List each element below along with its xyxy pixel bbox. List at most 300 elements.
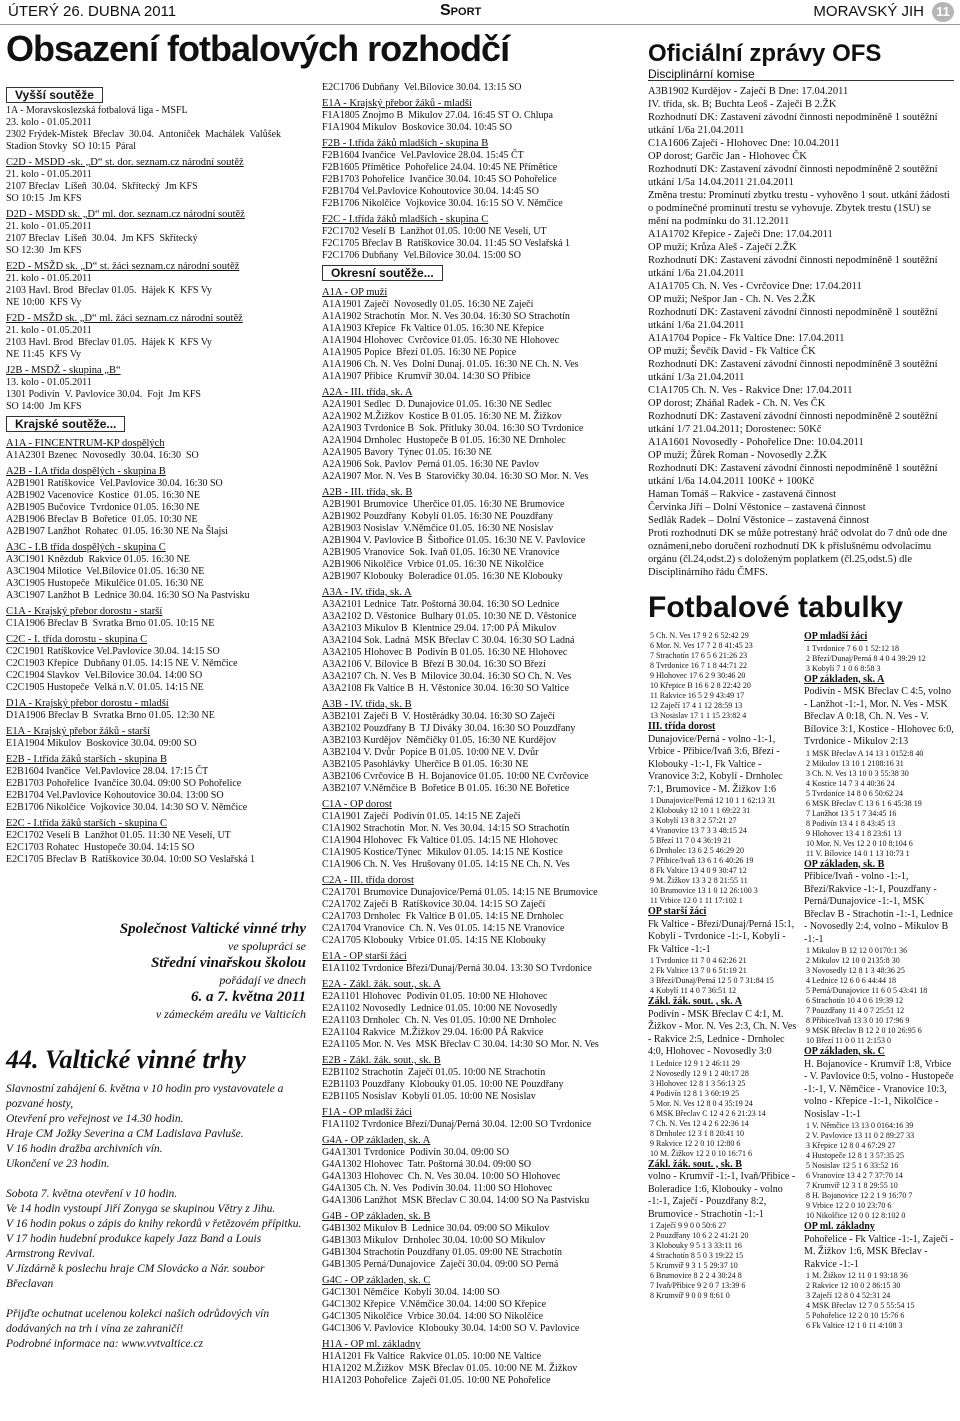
table-row xyxy=(648,1059,798,1069)
fixture-row: C2A1703 Drnholec Fk Valtice B 01.05. 14:15 NE Drnholec xyxy=(322,911,564,922)
fixture-row: E1A1102 Tvrdonice Březí/Dunaj/Perná 30.04. 13:30 SO Tvrdonice xyxy=(322,963,592,974)
league-table xyxy=(804,1121,954,1221)
table-cell: 7 Přibice/Ivaň 13 6 1 6 40:26 19 xyxy=(650,856,754,865)
disciplinary-paragraph: Rozhodnutí DK: Zastavení závodní činnosti nepodmíněně 3 soutěžní utkání 1/3a 21.04.2011 xyxy=(648,359,938,383)
group-title: OP ml. základny xyxy=(804,1221,875,1232)
ad-line: pořádají ve dnech xyxy=(219,973,306,987)
table-row xyxy=(804,809,954,819)
table-cell: 7 Lanžhot 13 5 1 7 34:45 16 xyxy=(806,808,897,818)
table-cell: 12 Zaječí 17 4 1 12 28:59 13 xyxy=(650,701,743,710)
disciplinary-paragraph: OP dorost; Zháňal Radek - Ch. N. Ves ČK xyxy=(648,398,826,409)
table-row xyxy=(804,1036,954,1046)
fixture-row: C1A1904 Hlohovec Fk Valtice 01.05. 14:15 NE Hlohovec xyxy=(322,835,558,846)
table-cell: 6 Brumovice 8 2 2 4 30:24 8 xyxy=(650,1271,742,1280)
fixture-row: F2B1703 Pohořelice Ivančice 30.04. 10:45 SO Pohořelice xyxy=(322,174,557,185)
fixture-row: A3C1904 Milotice Vel.Bílovice 01.05. 16:30 NE xyxy=(6,566,205,577)
table-cell: 3 Kobylí 7 1 0 6 8:58 3 xyxy=(806,663,881,673)
table-cell: 10 M. Žižkov 12 2 0 10 16:71 6 xyxy=(650,1148,752,1158)
table-row xyxy=(804,779,954,789)
table-row xyxy=(648,1069,798,1079)
fixture-row: F2B1604 Ivančice Vel.Pavlovice 28.04. 15:45 ČT xyxy=(322,150,524,161)
disciplinary-paragraph: A1A1601 Novosedly - Pohořelice Dne: 10.04.2011 xyxy=(648,437,864,448)
table-row xyxy=(804,1121,954,1131)
fixture-row: A3A2107 Ch. N. Ves B Milovice 30.04. 16:30 SO Ch. N. Ves xyxy=(322,671,572,682)
fixture-row: E2A1103 Drnholec Ch. N. Ves 01.05. 10:00 NE Drnholec xyxy=(322,1015,557,1026)
disciplinary-paragraph: C1A1705 Ch. N. Ves - Rakvice Dne: 17.04.2011 xyxy=(648,385,853,396)
table-row xyxy=(804,749,954,759)
competition-title: A2B - III. třída, sk. B xyxy=(322,487,413,498)
competition-title: A2B - I.A třída dospělých - skupina B xyxy=(6,466,166,477)
fixture-row: 2107 Břeclav Líšeň 30.04. Skřítecký Jm KFS xyxy=(6,181,198,192)
table-cell: 5 Nosislav 12 5 1 6 33:52 16 xyxy=(806,1161,899,1170)
ad-line: 6. a 7. května 2011 xyxy=(191,989,306,1005)
fixture-row: F2C1706 Dubňany Vel.Bílovice 30.04. 15:00 SO xyxy=(322,250,521,261)
competition-title: F2B - I.třída žáků mladších - skupina B xyxy=(322,138,489,149)
group-results: Dunajovice/Perná - volno -1:-1, Vrbice - Přibice/Ivaň 3:6, Březí - Klobouky -1:-1, Fk Valtice - Vranovice 3:2, Kobylí - Drnholec 7:1, Brumovice - M. Žižkov 1:6 xyxy=(648,733,783,795)
table-cell: 4 Strachotín 8 5 0 3 19:22 15 xyxy=(650,1251,744,1260)
table-cell: 10 Březí 11 0 0 11 2:153 0 xyxy=(806,1036,891,1045)
table-cell: 8 Fk Valtice 13 4 0 9 30:47 12 xyxy=(650,866,747,875)
fixture-row: F1A1805 Znojmo B Mikulov 27.04. 16:45 ST O. Chlupa xyxy=(322,110,553,121)
fixture-row: A1A1907 Přibice Krumvíř 30.04. 14:30 SO Přibice xyxy=(322,371,531,382)
fixture-row: F2B1706 Nikolčice Vojkovice 30.04. 16:15 SO V. Němčice xyxy=(322,198,563,209)
fixture-row: A3B2101 Zaječí B V. Hostěrádky 30.04. 16:30 SO Zaječí xyxy=(322,711,555,722)
table-cell: 9 MSK Břeclav B 12 2 0 10 26:95 6 xyxy=(806,1026,922,1035)
disciplinary-paragraph: OP dorost; Garčic Jan - Hlohovec ČK xyxy=(648,151,807,162)
table-cell: 1 V. Němčice 13 13 0 0164:16 39 xyxy=(806,1121,914,1130)
column-3 xyxy=(648,40,954,1418)
section-name: Sport xyxy=(440,2,482,19)
fixture-row: A3B2107 V.Němčice B Bořetice B 01.05. 16:30 NE Bořetice xyxy=(322,783,570,794)
disciplinary-paragraph: A3B1902 Kurdějov - Zaječí B Dne: 17.04.2011 xyxy=(648,86,849,97)
table-row xyxy=(648,711,798,721)
table-row xyxy=(804,799,954,809)
competition-title: A1A - FINCENTRUM-KP dospělých xyxy=(6,438,165,449)
table-row xyxy=(648,966,798,976)
fixture-row: A1A2301 Bzenec Novosedly 30.04. 16:30 SO xyxy=(6,450,199,461)
fixture-row: Stadion Stovky SO 10:15 Páral xyxy=(6,141,137,152)
group-title: OP základen, sk. C xyxy=(804,1046,885,1057)
competition-title: A1A - OP muži xyxy=(322,287,388,298)
fixture-row: G4B1303 Mikulov Drnholec 30.04. 10:00 SO Mikulov xyxy=(322,1235,546,1246)
table-row xyxy=(648,876,798,886)
fixture-row: G4B1302 Mikulov B Lednice 30.04. 09:00 SO Mikulov xyxy=(322,1223,550,1234)
table-cell: 2 Klobouky 12 10 1 1 69:22 31 xyxy=(650,806,751,815)
table-row xyxy=(804,829,954,839)
fixture-row: C2C1901 Ratíškovice Vel.Pavlovice 30.04. 14:15 SO xyxy=(6,646,220,657)
fixture-row: 1A - Moravskoslezská fotbalová liga - MSFL xyxy=(6,105,188,116)
table-cell: 1 Dunajovice/Perná 12 10 1 1 62:13 31 xyxy=(650,796,776,805)
ad-line: ve spolupráci se xyxy=(228,939,306,953)
competition-title: D2D - MSDD sk. „D“ ml. dor. seznam.cz národní soutěž xyxy=(6,209,245,220)
fixture-row: C2A1702 Zaječí B Ratíškovice 30.04. 14:15 SO Zaječí xyxy=(322,899,546,910)
table-row xyxy=(648,1089,798,1099)
table-cell: 5 Perná/Dunajovice 11 6 0 5 43:41 18 xyxy=(806,986,928,995)
table-row xyxy=(804,1181,954,1191)
table-cell: 8 H. Bojanovice 12 2 1 9 16:70 7 xyxy=(806,1191,913,1200)
fixture-row: C2C1904 Slavkov Vel.Bílovice 30.04. 14:00 SO xyxy=(6,670,203,681)
group-results: Podivín - MSK Břeclav C 4:1, M. Žižkov - Mor. N. Ves 2:3, Ch. N. Ves - Rakvice 2:5, Lednice - Drnholec 4:0, Hlohovec - Novosedly 3:0 xyxy=(648,1008,797,1057)
fixture-row: E2C1703 Rohatec Hustopeče 30.04. 14:15 SO xyxy=(6,842,195,853)
ad-text: Sobota 7. května otevření v 10 hodin. xyxy=(6,1188,178,1200)
fixture-row: F1A1102 Tvrdonice Březí/Dunaj/Perná 30.04. 12:00 SO Tvrdonice xyxy=(322,1119,592,1130)
tables-wrap xyxy=(648,631,954,1331)
table-row xyxy=(648,1221,798,1231)
table-cell: 6 Strachotín 10 4 0 6 19:39 12 xyxy=(806,996,904,1005)
table-row xyxy=(804,1171,954,1181)
issue-date: ÚTERÝ 26. DUBNA 2011 xyxy=(8,3,177,20)
table-row xyxy=(648,886,798,896)
fixture-row: H1A1202 M.Žižkov MSK Břeclav 01.05. 10:00 NE M. Žižkov xyxy=(322,1363,578,1374)
disciplinary-paragraph: OP muži; Nešpor Jan - Ch. N. Ves 2.ŽK xyxy=(648,294,816,305)
table-cell: 8 Podivín 13 4 1 8 43:45 13 xyxy=(806,818,896,828)
table-cell: 1 Zaječí 9 9 0 0 50:6 27 xyxy=(650,1221,727,1230)
disciplinary-paragraph: Rozhodnutí DK: Zastavení závodní činnosti nepodmíněně 1 soutěžní utkání 1/6a 14.04.2011 100Kč + 100Kč xyxy=(648,463,938,487)
table-cell: 5 Tvrdonice 14 8 0 6 50:62 24 xyxy=(806,788,903,798)
table-row xyxy=(648,806,798,816)
table-cell: 7 Pouzdřany 11 4 0 7 25:51 12 xyxy=(806,1006,905,1015)
fixture-row: NE 10:00 KFS Vy xyxy=(6,297,82,308)
fixture-row: G4B1305 Perná/Dunajovice Zaječí 30.04. 09:00 SO Perná xyxy=(322,1259,559,1270)
ad-text: Ve 14 hodin vystoupí Jiří Zonyga se skupinou Větry z Jihu. xyxy=(6,1203,276,1215)
ad-line: v zámeckém areálu ve Valticích xyxy=(155,1007,306,1021)
competition-title: E2D - MSŽD sk. „D“ st. žáci seznam.cz národní soutěž xyxy=(6,261,240,272)
disciplinary-paragraph: IV. třída, sk. B; Buchta Leoš - Zaječí B 2.ŽK xyxy=(648,99,837,110)
fixture-row: C2A1704 Vranovice Ch. N. Ves 01.05. 14:15 NE Vranovice xyxy=(322,923,565,934)
table-row xyxy=(804,654,954,664)
table-row xyxy=(804,759,954,769)
table-row xyxy=(648,631,798,641)
table-row xyxy=(648,1129,798,1139)
ad-headline: 44. Valtické vinné trhy xyxy=(6,1045,246,1074)
ad-text: V 17 hodin hudební produkce kapely Jazz Band a Louis Armstrong Revival. xyxy=(6,1233,262,1260)
table-row xyxy=(804,986,954,996)
fixture-row: A2B1905 Vranovice Sok. Ivaň 01.05. 16:30 NE Vranovice xyxy=(322,547,560,558)
fixture-row: 2103 Havl. Brod Břeclav 01.05. Hájek K KFS Vy xyxy=(6,285,212,296)
group-results: Přibice/Ivaň - volno -1:-1, Březí/Rakvice -1:-1, Pouzdřany - Perná/Dunajovice -1:-1, MSK Břeclav B - Strachotín -1:-1, Lednice - Novosedly 2:4, volno - Mikulov B -1:-1 xyxy=(804,871,953,945)
table-row xyxy=(648,1149,798,1159)
column-1 xyxy=(6,84,306,914)
table-cell: 11 Vrbice 12 0 1 11 17:102 1 xyxy=(650,896,743,905)
table-row xyxy=(804,644,954,654)
table-row xyxy=(648,1261,798,1271)
disciplinary-paragraph: OP muži; Žůrek Roman - Novosedly 2.ŽK xyxy=(648,450,827,461)
table-row xyxy=(804,966,954,976)
fixture-row: A3A2108 Fk Valtice B H. Věstonice 30.04. 16:30 SO Valtice xyxy=(322,683,569,694)
table-cell: 6 Fk Valtice 12 1 0 11 4:108 3 xyxy=(806,1321,903,1330)
fixture-row: G4A1303 Hlohovec Ch. N. Ves 30.04. 10:00 SO Hlohovec xyxy=(322,1171,561,1182)
fixture-row: A2B1904 V. Pavlovice B Šitbořice 01.05. 16:30 NE V. Pavlovice xyxy=(322,535,586,546)
competition-title: F2D - MSŽD sk. „D“ ml. žáci seznam.cz národní soutěž xyxy=(6,313,243,324)
fixture-row: E2C1702 Veselí B Lanžhot 01.05. 11:30 NE Veselí, UT xyxy=(6,830,231,841)
ad-text xyxy=(6,1292,306,1307)
table-cell: 7 Strachotín 17 6 5 6 21:26 23 xyxy=(650,651,748,660)
table-row xyxy=(648,816,798,826)
fixture-row: G4B1304 Strachotín Pouzdřany 01.05. 09:00 NE Strachotín xyxy=(322,1247,562,1258)
fixture-row: A3C1901 Knězdub Rakvice 01.05. 16:30 NE xyxy=(6,554,190,565)
fixture-row: A3A2104 Sok. Ladná MSK Břeclav C 30.04. 16:30 SO Ladná xyxy=(322,635,575,646)
table-row xyxy=(804,1301,954,1311)
fixture-row: A1A1901 Zaječí Novosedly 01.05. 16:30 NE Zaječí xyxy=(322,299,534,310)
table-row xyxy=(804,1211,954,1221)
fixture-row: A2B1902 Pouzdřany Kobylí 01.05. 16:30 NE Pouzdřany xyxy=(322,511,553,522)
table-cell: 1 Mikulov B 12 12 0 0170:1 36 xyxy=(806,946,908,955)
table-cell: 11 V. Bílovice 14 0 1 13 10:73 1 xyxy=(806,848,910,858)
table-cell: 7 Krumvíř 12 3 1 8 29:55 10 xyxy=(806,1181,898,1190)
competition-title: F1A - OP mladší žáci xyxy=(322,1107,413,1118)
fixture-row: C1A1902 Strachotín Mor. N. Ves 30.04. 14:15 SO Strachotín xyxy=(322,823,570,834)
fixture-row: A2B1901 Ratíškovice Vel.Pavlovice 30.04. 16:30 SO xyxy=(6,478,223,489)
competition-title: E2A - Zákl. žák. sout., sk. A xyxy=(322,979,441,990)
disciplinary-paragraph: Rozhodnutí DK: Zastavení závodní činnosti nepodmíněně 1 soutěžní utkání 1/6a 21.04.2011 xyxy=(648,255,938,279)
disciplinary-paragraph: Červinka Jiří – Dolní Věstonice – zastavená činnost xyxy=(648,502,866,513)
fixture-row: A3B2106 Cvrčovice B H. Bojanovice 01.05. 10:00 NE Cvrčovice xyxy=(322,771,589,782)
table-row xyxy=(648,986,798,996)
group-title: OP starší žáci xyxy=(648,906,707,917)
ad-text xyxy=(6,1172,306,1187)
table-row xyxy=(648,836,798,846)
fixture-row: A3C1907 Lanžhot B Lednice 30.04. 16:30 SO Na Pastvisku xyxy=(6,590,250,601)
fixture-row: E2A1101 Hlohovec Podivín 01.05. 10:00 NE Hlohovec xyxy=(322,991,548,1002)
fixture-row: A1A1903 Křepice Fk Valtice 01.05. 16:30 NE Křepice xyxy=(322,323,544,334)
table-row xyxy=(804,956,954,966)
table-row xyxy=(648,826,798,836)
competition-title: E2B - Zákl. žák. sout., sk. B xyxy=(322,1055,441,1066)
fixture-row: G4A1301 Tvrdonice Podivín 30.04. 09:00 SO xyxy=(322,1147,510,1158)
table-cell: 4 Podivín 12 8 1 3 60:19 25 xyxy=(650,1088,740,1098)
fixture-row: A2B1903 Nosislav V.Němčice 01.05. 16:30 NE Nosislav xyxy=(322,523,554,534)
disciplinary-paragraph: A1A1705 Ch. N. Ves - Cvrčovice Dne: 17.04.2011 xyxy=(648,281,862,292)
table-cell: 4 Kostice 14 7 3 4 40:36 24 xyxy=(806,778,895,788)
fixture-row: SO 10:15 Jm KFS xyxy=(6,193,82,204)
ad-text: Otevření pro veřejnost ve 14.30 hodin. xyxy=(6,1113,184,1125)
table-row xyxy=(804,1291,954,1301)
table-row xyxy=(648,1109,798,1119)
table-row xyxy=(804,1141,954,1151)
fixture-row: A2A1902 M.Žižkov Kostice B 01.05. 16:30 NE M. Žižkov xyxy=(322,411,562,422)
ad-line: Společnost Valtické vinné trhy xyxy=(119,921,306,937)
competition-title: G4C - OP základen, sk. C xyxy=(322,1275,431,1286)
table-row xyxy=(804,664,954,674)
competition-title: E2C - I.třída žáků starších - skupina C xyxy=(6,818,167,829)
competition-title: G4B - OP základen, sk. B xyxy=(322,1211,431,1222)
table-row xyxy=(648,956,798,966)
fixture-row: G4C1305 Nikolčice Vrbice 30.04. 14:00 SO Nikolčice xyxy=(322,1311,544,1322)
fixture-row: 2302 Frýdek-Místek Břeclav 30.04. Antoníček Machálek Valůšek xyxy=(6,129,282,140)
table-cell: 9 Hlohovec 13 4 1 8 23:61 13 xyxy=(806,828,902,838)
disciplinary-paragraph: Haman Tomáš – Rakvice - zastavená činnost xyxy=(648,489,837,500)
disciplinary-paragraph: Sedlák Radek – Dolní Věstonice – zastavená činnost xyxy=(648,515,870,526)
league-table xyxy=(804,644,954,674)
fixture-row: E2A1105 Mor. N. Ves MSK Břeclav C 30.04. 14:30 SO Mor. N. Ves xyxy=(322,1039,599,1050)
fixture-row: A2B1906 Břeclav B Bořetice 01.05. 10:30 NE xyxy=(6,514,198,525)
group-title: OP mladší žáci xyxy=(804,631,868,642)
table-cell: 8 Tvrdonice 16 7 1 8 44:71 22 xyxy=(650,661,747,670)
table-cell: 1 M. Žižkov 12 11 0 1 93:18 36 xyxy=(806,1271,908,1280)
table-row xyxy=(648,1271,798,1281)
table-cell: 3 Kobylí 13 8 3 2 57:21 27 xyxy=(650,816,737,825)
fixture-row: C2A1701 Brumovice Dunajovice/Perná 01.05. 14:15 NE Brumovice xyxy=(322,887,598,898)
table-cell: 2 Novosedly 12 9 1 2 40:17 28 xyxy=(650,1068,749,1078)
table-row xyxy=(804,1006,954,1016)
fixture-row: C2C1903 Křepice Dubňany 01.05. 14:15 NE V. Němčice xyxy=(6,658,238,669)
league-table xyxy=(648,1059,798,1159)
table-cell: 1 Tvrdonice 11 7 0 4 62:26 21 xyxy=(650,956,747,965)
fixture-row: C1A1905 Kostice/Týnec Mikulov 01.05. 14:15 NE Kostice xyxy=(322,847,563,858)
fixture-row: A1A1906 Ch. N. Ves Dolní Dunaj. 01.05. 16:30 NE Ch. N. Ves xyxy=(322,359,579,370)
fixture-row: A3B2104 V. Dvůr Popice B 01.05. 10:00 NE V. Dvůr xyxy=(322,747,539,758)
table-row xyxy=(804,1191,954,1201)
column-2 xyxy=(322,82,640,1418)
competition-title: G4A - OP základen, sk. A xyxy=(322,1135,431,1146)
fixture-row: A2A1905 Bavory Týnec 01.05. 16:30 NE xyxy=(322,447,492,458)
competition-title: H1A - OP ml. základny xyxy=(322,1339,421,1350)
fixture-row: SO 14:00 Jm KFS xyxy=(6,401,82,412)
league-table xyxy=(648,631,798,721)
table-row xyxy=(648,1139,798,1149)
table-cell: 5 Pohořelice 12 2 0 10 15:76 6 xyxy=(806,1311,905,1320)
table-cell: 7 Ivaň/Přibice 9 2 0 7 13:39 6 xyxy=(650,1281,746,1290)
fixture-row: C1A1901 Zaječí Podivín 01.05. 14:15 NE Zaječí xyxy=(322,811,521,822)
table-row xyxy=(648,1251,798,1261)
wine-market-ad xyxy=(6,920,306,1352)
group-results: H. Bojanovice - Krumvíř 1:8, Vrbice - V. Pavlovice 0:5, volno - Hustopeče -1:-1, V. Němčice - Vranovice 10:3, volno - Křepice -1:-1, Nikolčice - Nosislav -1:-1 xyxy=(804,1058,954,1120)
fixture-row: A2B1901 Brumovice Uherčice 01.05. 16:30 NE Brumovice xyxy=(322,499,565,510)
fixture-row: G4C1302 Křepice V.Němčice 30.04. 14:00 SO Křepice xyxy=(322,1299,547,1310)
fixture-row: A3B2105 Pasohlávky Uherčice B 01.05. 16:30 NE xyxy=(322,759,529,770)
fixture-row: 13. kolo - 01.05.2011 xyxy=(6,377,92,388)
section-header: Okresní soutěže... xyxy=(322,265,443,281)
ad-text: Podrobné informace na: www.vvtvaltice.cz xyxy=(6,1338,204,1350)
league-table xyxy=(648,796,798,906)
table-cell: 1 MSK Břeclav A 14 13 1 0152:8 40 xyxy=(806,748,924,758)
competition-title: E1A - Krajský přebor žáků - starší xyxy=(6,726,151,737)
table-cell: 8 Krumvíř 9 0 0 9 8:61 0 xyxy=(650,1291,730,1300)
tables-title: Fotbalové tabulky xyxy=(648,591,904,624)
table-row xyxy=(804,819,954,829)
table-row xyxy=(804,1161,954,1171)
disciplinary-paragraph: A1A1702 Křepice - Zaječí Dne: 17.04.2011 xyxy=(648,229,833,240)
table-cell: 3 Klobouky 9 5 1 3 33:11 16 xyxy=(650,1241,742,1250)
table-cell: 6 MSK Břeclav C 13 6 1 6 45:38 19 xyxy=(806,798,922,808)
ad-text: V 16 hodin dražba archivních vín. xyxy=(6,1143,163,1155)
disciplinary-notes xyxy=(648,85,954,579)
article-title: Obsazení fotbalových rozhodčí xyxy=(6,28,510,69)
table-row xyxy=(804,839,954,849)
disciplinary-paragraph: Proti rozhodnutí DK se může potrestaný hráč odvolat do 7 dnů ode dne oznámení,nebo doručení rozhodnutí DK k příslušnému odvolacímu orgánu (čl.24,odst.2) s doloženým poplatkem (čl.25,odst.5) dle Disciplinárního řádu ČMFS. xyxy=(648,528,948,578)
fixture-row: A3B2103 Kurdějov Němčičky 01.05. 16:30 NE Kurdějov xyxy=(322,735,557,746)
table-cell: 6 Mor. N. Ves 17 7 2 8 41:45 23 xyxy=(650,641,753,650)
table-row xyxy=(648,896,798,906)
table-cell: 6 Vranovice 13 4 2 7 37:70 14 xyxy=(806,1171,903,1180)
table-row xyxy=(648,661,798,671)
fixture-row: H1A1203 Pohořelice Zaječí 01.05. 10:00 NE Pohořelice xyxy=(322,1375,551,1386)
table-row xyxy=(804,1151,954,1161)
table-cell: 2 Březí/Dunaj/Perná 8 4 0 4 39:29 12 xyxy=(806,653,926,663)
fixture-row: E2A1102 Novosedly Lednice 01.05. 10:00 NE Novosedly xyxy=(322,1003,558,1014)
table-cell: 5 Ch. N. Ves 17 9 2 6 52:42 29 xyxy=(650,631,749,640)
disciplinary-paragraph: OP muži; Ševčík David - Fk Valtice ČK xyxy=(648,346,816,357)
table-row xyxy=(648,651,798,661)
table-cell: 3 Zaječí 12 8 0 4 52:31 24 xyxy=(806,1291,891,1300)
fixture-row: F1A1904 Mikulov Boskovice 30.04. 10:45 SO xyxy=(322,122,513,133)
competition-title: E1A - Krajský přebor žáků - mladší xyxy=(322,98,472,109)
tables-left xyxy=(648,631,798,1331)
competition-title: E2B - I.třída žáků starších - skupina B xyxy=(6,754,167,765)
table-row xyxy=(648,866,798,876)
fixture-row: E2C1706 Dubňany Vel.Bílovice 30.04. 13:15 SO xyxy=(322,82,522,93)
competition-title: C2A - III. třída dorost xyxy=(322,875,414,886)
competition-title: J2B - MSDŽ - skupina „B“ xyxy=(6,365,121,376)
table-cell: 2 Rakvice 12 10 0 2 86:15 30 xyxy=(806,1281,901,1290)
table-cell: 4 Hustopeče 12 8 1 3 57:35 25 xyxy=(806,1151,904,1160)
ad-text: V 16 hodin pokus o zápis do knihy rekordů v řetězovém přípitku. xyxy=(6,1218,302,1230)
table-cell: 10 Brumovice 13 1 0 12 26:100 3 xyxy=(650,886,758,895)
table-row xyxy=(648,1099,798,1109)
fixture-row: D1A1906 Břeclav B Svratka Brno 01.05. 12:30 NE xyxy=(6,710,215,721)
table-row xyxy=(804,1321,954,1331)
competition-title: C2D - MSDD -sk. „D“ st. dor. seznam.cz národní soutěž xyxy=(6,157,244,168)
fixture-row: H1A1201 Fk Valtice Rakvice 01.05. 10:00 NE Valtice xyxy=(322,1351,542,1362)
table-row xyxy=(648,856,798,866)
fixture-row: E1A1904 Mikulov Boskovice 30.04. 09:00 SO xyxy=(6,738,197,749)
fixture-row: 23. kolo - 01.05.2011 xyxy=(6,117,92,128)
fixture-row: F2C1702 Veselí B Lanžhot 01.05. 10:00 NE Veselí, UT xyxy=(322,226,547,237)
fixture-row: A1A1905 Popice Březí 01.05. 16:30 NE Popice xyxy=(322,347,517,358)
table-cell: 2 Fk Valtice 13 7 0 6 51:19 21 xyxy=(650,966,747,975)
table-cell: 3 Novosedly 12 8 1 3 48:36 25 xyxy=(806,966,905,975)
table-row xyxy=(804,1281,954,1291)
ad-text: Slavnostní zahájení 6. května v 10 hodin pro vystavovatele a pozvané hosty, xyxy=(6,1083,284,1110)
table-row xyxy=(648,976,798,986)
disciplinary-paragraph: Rozhodnutí DK: Zastavení závodní činnosti nepodmíněně 2 soutěžní utkání 1/7 21.04.2011; Dorostenec: 50Kč xyxy=(648,411,938,435)
fixture-row: E2B1703 Pohořelice Ivančice 30.04. 09:00 SO Pohořelice xyxy=(6,778,242,789)
fixture-row: G4C1306 V. Pavlovice Klobouky 30.04. 14:00 SO V. Pavlovice xyxy=(322,1323,580,1334)
table-row xyxy=(648,691,798,701)
ad-line: Střední vinařskou školou xyxy=(150,955,306,971)
table-cell: 9 M. Žižkov 13 3 2 8 21:55 11 xyxy=(650,876,748,885)
ad-text: Hraje CM Jožky Severina a CM Ladislava Pavluše. xyxy=(6,1128,244,1140)
table-row xyxy=(804,849,954,859)
disciplinary-paragraph: Změna trestu: Prominutí zbytku trestu - vyhověno 1 sout. utkání žádosti o podmínečné prominutí trestu se vyhovuje. Zbytek trestu (1SU) se mění na podmínku do 31.12.2011 xyxy=(648,190,950,227)
table-row xyxy=(648,796,798,806)
fixture-row: A2A1904 Drnholec Hustopeče B 01.05. 16:30 NE Drnholec xyxy=(322,435,566,446)
league-table xyxy=(804,749,954,859)
group-title: Zákl. žák. sout. , sk. B xyxy=(648,1158,742,1170)
competition-title: C1A - OP dorost xyxy=(322,799,392,810)
fixture-row: A2B1907 Klobouky Boleradice 01.05. 16:30 NE Klobouky xyxy=(322,571,563,582)
fixture-row: E2B1704 Vel.Pavlovice Kohoutovice 30.04. 13:00 SO xyxy=(6,790,224,801)
group-results: volno - Krumvíř -1:-1, Ivaň/Přibice - Boleradice 1:6, Klobouky - volno -1:-1, Zaječí - Pouzdřany 8:2, Brumovice - Strachotín -1:-1 xyxy=(648,1171,796,1220)
table-row xyxy=(804,1026,954,1036)
fixture-row: A2B1906 Nikolčice Vrbice 01.05. 16:30 NE Nikolčice xyxy=(322,559,544,570)
fixture-row: A3A2102 D. Věstonice Bulhary 01.05. 10:30 NE D. Věstonice xyxy=(322,611,577,622)
table-cell: 2 Mikulov 13 10 1 2108:16 31 xyxy=(806,758,904,768)
fixture-row: 21. kolo - 01.05.2011 xyxy=(6,169,92,180)
league-table xyxy=(804,946,954,1046)
table-row xyxy=(648,681,798,691)
table-cell: 10 Nikolčice 12 0 0 12 8:102 0 xyxy=(806,1211,906,1220)
fixture-row: G4A1306 Lanžhot MSK Břeclav C 30.04. 14:00 SO Na Pastvisku xyxy=(322,1195,590,1206)
fixture-row: 21. kolo - 01.05.2011 xyxy=(6,325,92,336)
fixture-row: A3A2103 Mikulov B Klentnice 29.04. 17:00 PÁ Mikulov xyxy=(322,623,557,634)
competition-title: A3C - I.B třída dospělých - skupina C xyxy=(6,542,166,553)
table-cell: 8 Přibice/Ivaň 13 3 0 10 17:96 9 xyxy=(806,1016,910,1025)
table-cell: 1 Tvrdonice 7 6 0 1 52:12 18 xyxy=(806,643,899,653)
table-cell: 3 Ch. N. Ves 13 10 0 3 55:38 30 xyxy=(806,768,909,778)
fixture-row: A3C1905 Hustopeče Mikulčice 01.05. 16:30 NE xyxy=(6,578,204,589)
tables-right xyxy=(804,631,954,1331)
